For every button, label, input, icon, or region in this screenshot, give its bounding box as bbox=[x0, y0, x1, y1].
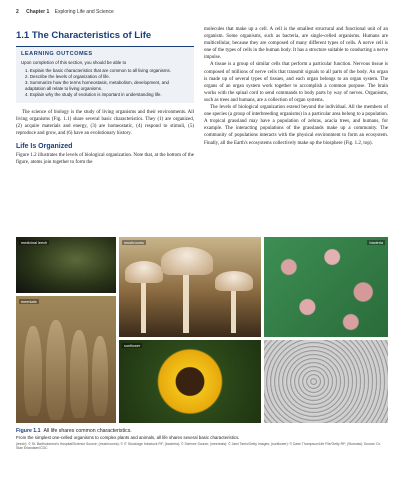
figure-caption bbox=[16, 428, 388, 451]
photo-label: sunflower bbox=[124, 343, 141, 348]
tissue-paragraph: A tissue is a group of similar cells that perform a particular function. Nervous tissue is composed of millions of nerve cells that transmit signals to all parts of the body. An organ is made up of several types of tissues, and each organ belongs to an organ system. The organs of an organ system work together to accomplish a common purpose. The brain works with the spinal cord to send commands to body parts by way of nerves. Organisms, such as trees and humans, are a collection of organ systems. bbox=[204, 62, 388, 103]
outcome-item: 4. Explain why the study of evolution is important in understanding life. bbox=[25, 91, 162, 97]
photo-medicinal-leech bbox=[16, 237, 116, 293]
photo-credits: (leech): © St. Bartholomew's Hospital/Science Source; (mushrooms): © IT Stock/age fotostock RF; (bacteria): © Science Source; (meerkats): © Jami Tarris/Getty Images; (sunflower): © Dave Thompson/Life File/Getty RF; (Stomata): Source: Dr. Stan Erlandsen/CDC bbox=[16, 442, 381, 451]
photo-meerkats bbox=[16, 296, 116, 423]
outcome-item: 1. Explain the basic characteristics that are common to all living organisms. bbox=[25, 67, 171, 73]
mushroom-stem bbox=[141, 277, 146, 333]
learning-outcomes-box bbox=[16, 46, 194, 103]
outcome-item: 2. Describe the levels of organization of life. bbox=[25, 73, 110, 79]
chapter-title: Exploring Life and Science bbox=[54, 9, 114, 15]
chapter-label: Chapter 1 bbox=[26, 9, 50, 15]
figure-label: Figure 1.1 bbox=[16, 428, 41, 434]
outcome-item: 3. Summarize how the terms homeostasis, metabolism, development, and adaptation all relate to living organisms. bbox=[25, 79, 169, 91]
figure-1-1 bbox=[16, 237, 388, 423]
left-column bbox=[16, 26, 194, 166]
photo-label: meerkats bbox=[21, 299, 37, 304]
caption-title bbox=[16, 428, 388, 434]
photo-sunflower bbox=[119, 340, 261, 423]
meerkat bbox=[46, 320, 66, 420]
cell-paragraph: molecules that make up a cell. A cell is the smallest structural and functional unit of an organism. Some organisms, such as bacteria, are single-celled organisms. Humans are multicellular, because they are composed of many different types of cells. A nerve cell is one of the types of cells in the human body. It has a structure suitable to conducting a nerve impulse. bbox=[204, 27, 388, 61]
meerkat bbox=[70, 330, 88, 418]
levels-paragraph: The levels of biological organization extend beyond the individual. All the members of one species (a group of interbreeding organisms) in a particular area belong to a population. A tropical grassland may have a population of zebras, acacia trees, and humans, for example. The interacting populations of the grasslands make up a community. The community of populations interacts with the physical environment to form an ecosystem. Finally, all the Earth's ecosystems collectively make up the biosphere (Fig. 1.2, top). bbox=[204, 105, 388, 146]
photo-bacteria bbox=[264, 237, 388, 337]
photo-label: mushrooms bbox=[124, 240, 144, 245]
mushroom-cap bbox=[125, 261, 163, 283]
mushroom-stem bbox=[183, 267, 189, 333]
meerkat bbox=[92, 336, 108, 416]
outcomes-list bbox=[21, 68, 189, 98]
photo-mushrooms bbox=[119, 237, 261, 337]
photo-label: bacteria bbox=[369, 240, 383, 245]
organization-paragraph: Figure 1.2 illustrates the levels of biological organization. Note that, at the bottom of the figure, atoms join together to form the bbox=[16, 153, 194, 166]
caption-title-text: All life shares common characteristics. bbox=[43, 428, 132, 434]
running-head bbox=[16, 9, 114, 15]
outcomes-title: LEARNING OUTCOMES bbox=[21, 51, 93, 57]
page-number: 2 bbox=[16, 9, 19, 15]
outcomes-intro: Upon completion of this section, you should be able to bbox=[21, 60, 127, 65]
photo-stomata bbox=[264, 340, 388, 423]
right-column bbox=[204, 26, 388, 147]
meerkat bbox=[24, 326, 42, 416]
subhead-life-is-organized: Life Is Organized bbox=[16, 143, 73, 150]
mushroom-cap bbox=[161, 247, 213, 275]
section-title: 1.1 The Characteristics of Life bbox=[16, 30, 152, 41]
photo-label: medicinal leech bbox=[21, 240, 48, 245]
caption-description: From the simplest one-celled organisms to complex plants and animals, all life shares several basic characteristics. bbox=[16, 435, 240, 440]
mushroom-cap bbox=[215, 271, 253, 291]
intro-paragraph: The science of biology is the study of living organisms and their environments. All living organisms (Fig. 1.1) share several basic characteristics. They (1) are organized, (2) acquire materials and energy, (3) are homeostatic, (4) respond to stimuli, (5) reproduce and grow, and (6) have an evolutionary history. bbox=[16, 109, 194, 136]
